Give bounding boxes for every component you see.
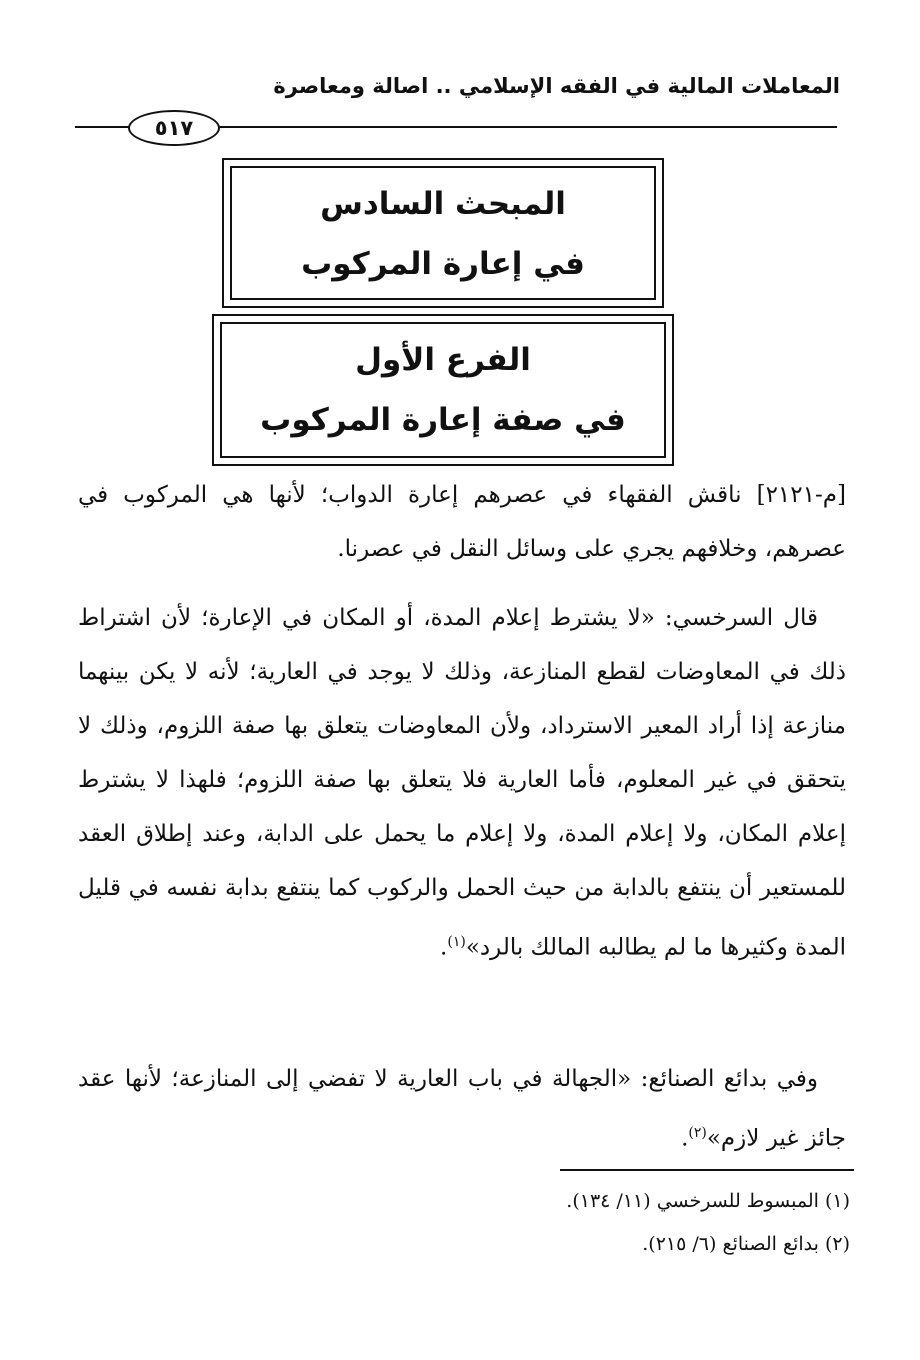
section-title: الفرع الأول — [355, 342, 531, 378]
footnote-separator — [560, 1169, 854, 1171]
running-header-title: المعاملات المالية في الفقه الإسلامي .. اصالة ومعاصرة — [273, 74, 840, 98]
sarakhsi-quote-text: قال السرخسي: «لا يشترط إعلام المدة، أو المكان في الإعارة؛ لأن اشتراط ذلك في المعاوضات لقطع المنازعة، وذلك لا يوجد في العارية؛ لأنه لا يكن بينهما منازعة إذا أراد المعير الاسترداد، ولأن المعاوضات يتعلق بها صفة اللزوم، وذلك لا يتحقق في غير المعلوم، فأما العارية فلا يتعلق بها صفة اللزوم؛ فلهذا لا يشترط إعلام المكان، ولا إعلام المدة، ولا إعلام ما يحمل على الدابة، وعند إطلاق العقد للمستعير أن ينتفع بالدابة من حيث الحمل والركوب كما ينتفع بدابة نفسه في قليل المدة وكثيرها ما لم يطالبه المالك بالرد» — [78, 605, 846, 961]
footnote-ref-2: (٢) — [688, 1125, 707, 1141]
section-title-box — [212, 314, 674, 466]
paragraph-intro-text: [م-٢١٢١] ناقش الفقهاء في عصرهم إعارة الدواب؛ لأنها هي المركوب في عصرهم، وخلافهم يجري على وسائل النقل في عصرنا. — [78, 482, 846, 562]
footnote-ref-1: (١) — [447, 934, 466, 950]
sentence-end-mark: . — [440, 934, 448, 961]
footnote-1: (١) المبسوط للسرخسي (١١/ ١٣٤). — [566, 1190, 850, 1212]
paragraph-badai-quote — [78, 1052, 846, 1166]
footnote-2: (٢) بدائع الصنائع (٦/ ٢١٥). — [642, 1233, 850, 1255]
chapter-title-box — [222, 158, 664, 308]
chapter-title: المبحث السادس — [320, 186, 566, 222]
badai-quote-text: وفي بدائع الصنائع: «الجهالة في باب العارية لا تفضي إلى المنازعة؛ لأنها عقد جائز غير لازم» — [78, 1066, 846, 1152]
paragraph-intro — [78, 468, 846, 576]
section-subtitle: في صفة إعارة المركوب — [260, 402, 626, 438]
page-number: ٥١٧ — [128, 110, 220, 146]
sentence-end-mark: . — [681, 1125, 689, 1152]
chapter-subtitle: في إعارة المركوب — [301, 246, 585, 282]
paragraph-sarakhsi-quote — [78, 591, 846, 975]
